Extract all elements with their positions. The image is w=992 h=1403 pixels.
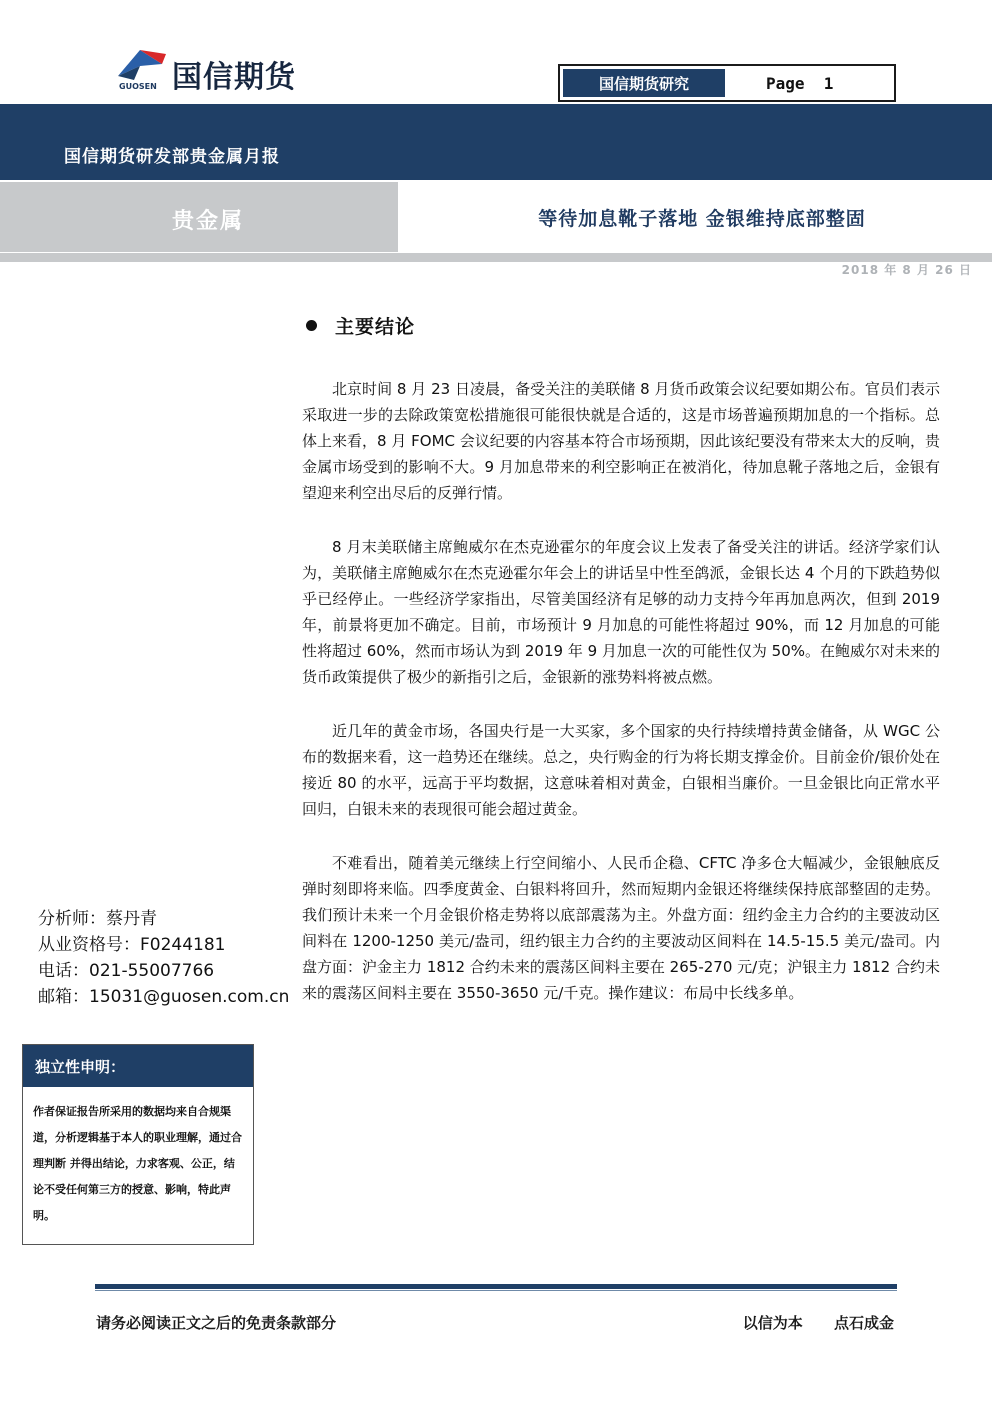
analyst-phone: 电话：021-55007766 — [38, 961, 215, 981]
independence-declaration — [22, 1044, 254, 1245]
logo-subtext: GUOSEN — [119, 82, 157, 91]
research-label: 国信期货研究 — [560, 66, 728, 100]
report-title: 等待加息靴子落地 金银维持底部整固 — [538, 207, 866, 230]
report-band — [0, 104, 992, 180]
declaration-body: 作者保证报告所采用的数据均来自合规渠道，分析逻辑基于本人的职业理解，通过合理判断 并得出结论，力求客观、公正，结论不受任何第三方的授意、影响，特此声明。 — [33, 1105, 242, 1222]
footer-slogan: 以信为本 点石成金 — [742, 1314, 894, 1332]
body-text — [302, 376, 940, 1034]
category-label: 贵金属 — [172, 209, 245, 234]
declaration-title: 独立性申明： — [23, 1045, 253, 1087]
header-box — [558, 64, 896, 102]
paragraph: 8 月末美联储主席鲍威尔在杰克逊霍尔的年度会议上发表了备受关注的讲话。经济学家们认为，美联储主席鲍威尔在杰克逊霍尔年会上的讲话呈中性至鸽派，金银长达 4 个月的下跌趋势似乎已经停止。一些经济学家指出，尽管美国经济有足够的动力支持今年再加息两次，但到 2019 年，前景将更加不确定。目前，市场预计 9 月加息的可能性将超过 90%，而 12 月加息的可能性将超过 60%，然而市场认为到 2019 年 9 月加息一次的可能性仅为 50%。在鲍威尔对未来的货币政策提供了极少的新指引之后，金银新的涨势料将被点燃。 — [302, 538, 941, 686]
paragraph: 近几年的黄金市场，各国央行是一大买家，多个国家的央行持续增持黄金储备，从 WGC 公布的数据来看，这一趋势还在继续。总之，央行购金的行为将长期支撑金价。目前金价/银价处在接近 80 的水平，远高于平均数据，这意味着相对黄金，白银相当廉价。一旦金银比向正常水平回归，白银未来的表现很可能会超过黄金。 — [302, 722, 940, 818]
analyst-name: 分析师：蔡丹青 — [38, 909, 157, 929]
band-title: 国信期货研发部贵金属月报 — [64, 147, 280, 167]
page-label: Page 1 — [766, 73, 834, 93]
bullet-icon — [306, 320, 317, 331]
report-date: 2018 年 8 月 26 日 — [841, 263, 972, 277]
footer-rule-thin — [95, 1290, 897, 1291]
paragraph: 北京时间 8 月 23 日凌晨，备受关注的美联储 8 月货币政策会议纪要如期公布。官员们表示采取进一步的去除政策宽松措施很可能很快就是合适的，这是市场普遍预期加息的一个指标。总体上来看，8 月 FOMC 会议纪要的内容基本符合市场预期，因此该纪要没有带来太大的反响，贵金属市场受到的影响不大。9 月加息带来的利空影响正在被消化，待加息靴子落地之后，金银有望迎来利空出尽后的反弹行情。 — [302, 380, 940, 502]
category-block — [0, 182, 398, 252]
guosen-logo — [112, 46, 352, 98]
conclusion-label: 主要结论 — [335, 316, 416, 338]
footer-rule — [95, 1284, 897, 1289]
logo-text: 国信期货 — [172, 60, 296, 95]
paragraph: 不难看出，随着美元继续上行空间缩小、人民币企稳、CFTC 净多仓大幅减少，金银触底反弹时刻即将来临。四季度黄金、白银料将回升，然而短期内金银还将继续保持底部整固的走势。我们预计未来一个月金银价格走势将以底部震荡为主。外盘方面：纽约金主力合约的主要波动区间料在 1200-1250 美元/盎司，纽约银主力合约的主要波动区间料在 14.5-15.5 美元/盎司。内盘方面：沪金主力 1812 合约未来的震荡区间料主要在 265-270 元/克；沪银主力 1812 合约未来的震荡区间料主要在 3550-3650 元/千克。操作建议：布局中长线多单。 — [302, 854, 940, 1002]
analyst-email: 邮箱：15031@guosen.com.cn — [38, 987, 290, 1007]
footer-disclaimer: 请务必阅读正文之后的免责条款部分 — [96, 1314, 337, 1332]
analyst-info — [38, 906, 289, 1010]
guosen-logo-icon — [112, 46, 168, 84]
conclusion-heading — [306, 312, 415, 339]
analyst-license: 从业资格号：F0244181 — [38, 935, 226, 955]
